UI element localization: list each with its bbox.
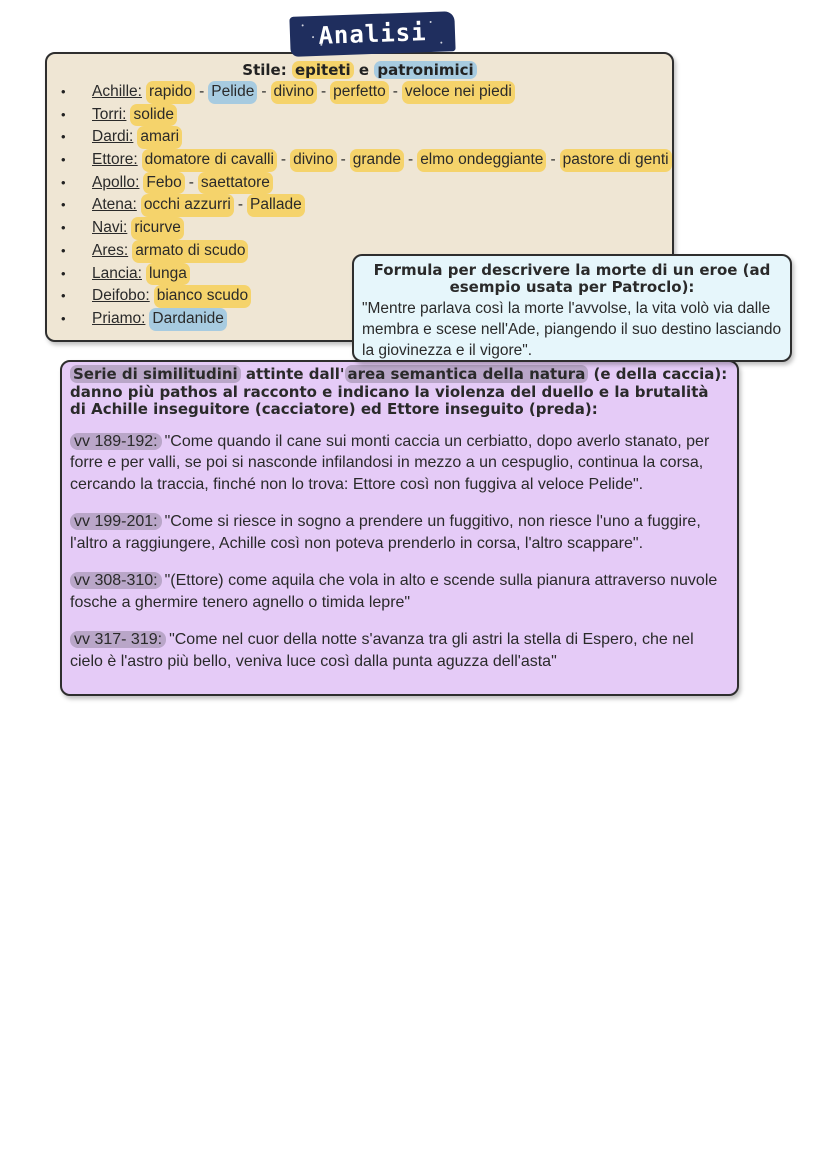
epithet-subject: Lancia: bbox=[92, 264, 142, 282]
simile-text: "(Ettore) come aquila che vola in alto e scende sulla pianura attraverso nuvole fosche a ghermire tenero agnello o timida lepre" bbox=[70, 572, 718, 611]
list-item bbox=[61, 126, 672, 149]
bullet-icon: • bbox=[61, 84, 66, 99]
epithet-term: lunga bbox=[146, 263, 190, 286]
simile-item bbox=[62, 511, 737, 554]
patronimici-label: patronimici bbox=[374, 61, 476, 79]
stile-heading bbox=[47, 61, 672, 79]
intro-highlight-1: Serie di similitudini bbox=[70, 365, 241, 383]
bullet-icon: • bbox=[61, 310, 66, 326]
list-item bbox=[61, 194, 672, 217]
bullet-icon: • bbox=[61, 220, 66, 236]
simile-text: "Come si riesce in sogno a prendere un fuggitivo, non riesce l'uno a fuggire, l'altro a raggiungere, Achille così non poteva prenderlo in corsa, l'altro scappare". bbox=[70, 513, 701, 552]
verse-reference: vv 317- 319: bbox=[70, 631, 166, 648]
simile-item bbox=[62, 570, 737, 613]
similitudini-intro bbox=[62, 362, 737, 419]
epiteti-label: epiteti bbox=[292, 61, 354, 79]
verse-reference: vv 199-201: bbox=[70, 513, 162, 530]
separator: - bbox=[199, 83, 205, 100]
intro-highlight-2: area semantica della natura bbox=[345, 365, 589, 383]
bullet-icon: • bbox=[61, 174, 66, 190]
epithet-term: saettatore bbox=[198, 172, 273, 195]
epithet-subject: Torri: bbox=[92, 105, 127, 123]
epithet-term: Febo bbox=[143, 172, 184, 195]
separator: - bbox=[321, 83, 327, 100]
epithet-subject: Ares: bbox=[92, 241, 129, 259]
separator: - bbox=[408, 151, 414, 169]
epithet-term: veloce nei piedi bbox=[402, 81, 515, 104]
epithet-subject: Priamo: bbox=[92, 309, 146, 327]
separator: - bbox=[237, 196, 243, 214]
simile-text: "Come nel cuor della notte s'avanza tra gli astri la stella di Espero, che nel cielo è l'astro più bello, veniva luce così dalla punta aguzza dell'asta" bbox=[70, 631, 694, 670]
epithet-term: divino bbox=[271, 81, 318, 104]
and-label: e bbox=[358, 61, 370, 79]
separator: - bbox=[550, 151, 556, 169]
separator: - bbox=[392, 83, 398, 100]
similitudini-box bbox=[60, 360, 739, 696]
epithet-term: divino bbox=[290, 149, 337, 172]
epithet-term: armato di scudo bbox=[132, 240, 248, 263]
list-item bbox=[61, 217, 672, 240]
epithet-term: Pallade bbox=[247, 194, 305, 217]
separator: - bbox=[280, 151, 287, 169]
formula-box bbox=[352, 254, 792, 362]
bullet-icon: • bbox=[61, 152, 66, 168]
similitudini-list bbox=[62, 431, 737, 673]
separator: - bbox=[188, 173, 194, 191]
list-item bbox=[61, 81, 672, 104]
epithet-term: bianco scudo bbox=[154, 285, 251, 308]
bullet-icon: • bbox=[61, 129, 66, 145]
page-title: Analisi bbox=[317, 18, 428, 50]
verse-reference: vv 308-310: bbox=[70, 572, 162, 589]
separator: - bbox=[340, 151, 346, 169]
stile-label: Stile: bbox=[242, 61, 287, 79]
epithet-term: elmo ondeggiante bbox=[417, 149, 546, 172]
list-item bbox=[61, 149, 672, 172]
bullet-icon: • bbox=[61, 197, 66, 213]
epithet-term: domatore di cavalli bbox=[142, 149, 277, 172]
epithet-term: occhi azzurri bbox=[141, 194, 234, 217]
epithet-term: Pelide bbox=[208, 81, 257, 104]
epithet-subject: Atena: bbox=[92, 196, 137, 214]
list-item bbox=[61, 172, 672, 195]
formula-text: "Mentre parlava così la morte l'avvolse, la vita volò via dalle membra e scese nell'Ade, piangendo il suo destino lasciando la giovinezza e il vigore". bbox=[362, 300, 782, 359]
separator: - bbox=[261, 83, 267, 100]
epithet-term: rapido bbox=[146, 81, 195, 104]
epithet-subject: Ettore: bbox=[92, 151, 138, 169]
simile-item bbox=[62, 629, 737, 672]
epithet-term: solide bbox=[130, 104, 177, 127]
epithet-subject: Navi: bbox=[92, 219, 128, 237]
bullet-icon: • bbox=[61, 288, 66, 304]
list-item bbox=[61, 104, 672, 127]
epithet-term: grande bbox=[350, 149, 404, 172]
epithet-subject: Achille: bbox=[92, 83, 142, 100]
epithet-subject: Dardi: bbox=[92, 128, 134, 146]
bullet-icon: • bbox=[61, 265, 66, 281]
verse-reference: vv 189-192: bbox=[70, 433, 162, 450]
intro-text-2: (e della caccia): danno più pathos al racconto e indicano la violenza del duello e la brutalità di Achille inseguitore (cacciatore) ed Ettore inseguito (preda): bbox=[70, 365, 728, 418]
epithet-term: pastore di genti bbox=[560, 149, 672, 172]
title-banner bbox=[289, 11, 455, 57]
epithet-term: perfetto bbox=[330, 81, 389, 104]
epithet-term: Dardanide bbox=[149, 308, 227, 331]
intro-text-1: attinte dall' bbox=[240, 365, 345, 383]
simile-item bbox=[62, 431, 737, 496]
bullet-icon: • bbox=[61, 106, 66, 122]
bullet-icon: • bbox=[61, 242, 66, 258]
simile-text: "Come quando il cane sui monti caccia un cerbiatto, dopo averlo stanato, per forre e per valli, se poi si nasconde infilandosi in mezzo a un cespuglio, continua la corsa, cercando la traccia, finché non lo trova: Ettore così non fuggiva al veloce Pelide". bbox=[70, 432, 710, 493]
epithet-subject: Apollo: bbox=[92, 173, 140, 191]
epithet-subject: Deifobo: bbox=[92, 287, 150, 305]
epithet-term: amari bbox=[137, 126, 182, 149]
epithet-term: ricurve bbox=[131, 217, 184, 240]
formula-title: Formula per descrivere la morte di un eroe (ad esempio usata per Patroclo): bbox=[373, 261, 771, 296]
